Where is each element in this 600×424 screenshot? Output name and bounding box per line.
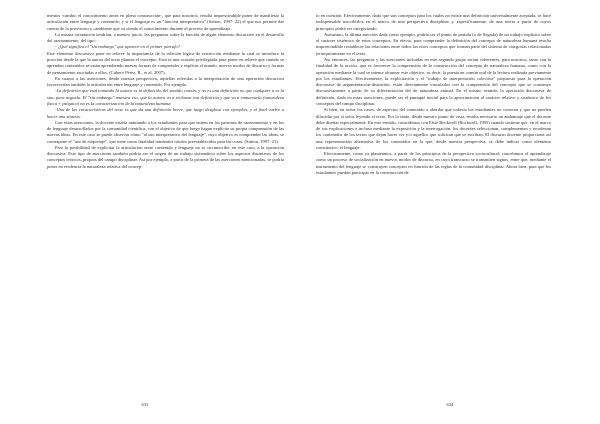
paragraph: Si bien, en todos los casos, de aspectos del contenido a abordar que todavía los estudiantes no conocen y que no pueden dilucidar por sí solos leyendo el texto. Por lo tanto, desde nuestro punto de vista, resulta necesario un andamiaje que el docente debe diseñar especialmente. En este sentido, coincidimos con Elsie Rockwell (Rockwell, 1995) cuando sostiene que, en el marco de sus explicaciones e incluso mediante la exposición y la interrogación, los docentes seleccionan, complementan y reordenan los contenidos de los textos que dejan hacer ver y/o aquellos que solicitan que se escriban. El discurso docente proporciona así una representación alternativa de los contenidos en la que, desde nuestra perspectiva, se debe indicar como elemento constitutivo, el lenguaje.	[316, 107, 551, 150]
paragraph: En cuanto a las aserciones, desde nuestra perspectiva, aquellas referidas a la interpretación de una operación discursiva favorecerían también la articulación entre lenguaje y contenido. Por ejemplo:	[47, 75, 284, 88]
quoted-assertion: -Una de las características del texto es que da una definición breve, que luego desglosa con ejemplos, y al final vuelve a hacer una síntesis.	[47, 107, 284, 119]
paragraph: Así entonces, las preguntas y las aserciones incluidas en este segundo grupo serían coherentes, para nosotros, tanto con la finalidad de la acción, que es favorecer la comprensión de la construcción del concepto de naturaleza humana, como con la operación mediante la cual se intenta alcanzar este objetivo, es decir, la puesta en común oral de la lectura realizada previamente por los estudiantes. Efectivamente, la explicitación y el "trabajo de interpretación colectiva" propuesto para la operación discursiva de argumentación-distinción, están directamente vinculados con la comprensión del concepto que se construye discursivamente a partir de su diferenciación del de naturaleza animal. En el mismo sentido, la operación discursiva de definición, dada en estas aserciones, puede ser el puntapié inicial para la aproximación al carácter relativo y sistémico de los conceptos del campo disciplinar.	[316, 56, 551, 106]
page-number: 633	[141, 402, 149, 407]
paragraph: to en cuestión. Efectivamente, dado que son conceptos para los cuales no existe una definición universalmente aceptada, se hace indispensable inscribirlos en el marco de una perspectiva disciplinar y, específicamente, de una teoría a partir de cuyos principios podrá ser categorizado.	[316, 13, 551, 31]
paragraph: Asimismo, la última aserción dada como ejemplo, podría ser el punto de partida (o de llegada) de un trabajo explícito sobre el carácter sistémico de estos conceptos. En efecto, para comprender la definición del concepto de naturaleza humana resulta imprescindible restablecer las relaciones entre todos los otros conceptos que forman parte del sistema de categorías relacionadas jerárquicamente en el texto.	[316, 31, 551, 56]
paragraph: La misma orientación tendrían, a nuestro juicio, las preguntas sobre la función de algún elemento discursivo en el desarrollo del razonamiento, del tipo:	[47, 31, 284, 44]
quoted-question: - ¿Qué significa el "sin embargo" que aparece en el primer párrafo?	[55, 44, 181, 50]
left-page-text	[47, 13, 284, 405]
paragraph: Para la posibilidad de explicitar la articulación entre contenido y lenguaje no se circunscribe, en este caso, a la operación discursiva. Este tipo de aserciones también podría ser el origen de un trabajo sistemático sobre los aspectos distintivos de los conceptos teóricos, propios del campo disciplinar. Así por ejemplo, a partir de la primera de las aserciones mencionadas, se podría poner en evidencia la naturaleza relativa del concep-	[47, 144, 284, 169]
right-page	[300, 0, 600, 424]
quoted-assertion: -La definición que está tomando la autora es la definición del sentido común, y no es una definición no que cualquier a es la sino para negarla. El "sin embargo" muestra eso, que la autora va a rechazar esa definición y que va a enmarcarla (naturaleza física + psíquica) no es la caracterización de la naturaleza humana.	[47, 88, 284, 106]
paragraph: Este elemento discursivo pone en relieve la importancia de la relación lógica de restricción mediante la cual se introduce la posición desde la que la autora del texto plantea el concepto. Esta es una ocasión privilegiada para poner en relieve que cuando se aprenden contenidos se están aprendiendo nuevas formas de comprender y explicar el mundo, nuevos modos de discurso y formas de pensamiento asociadas a ellos. (Cubero Pérez, R., et al, 2007).	[47, 50, 284, 75]
paragraph: Efectivamente, como ya planteamos, a partir de los principios de la perspectiva sociocultural, concebimos el aprendizaje como un proceso de socialización en nuevos modos de discurso, en cuyo transcurso se transmiten signos, entre que, mediante el instrumento del lenguaje se construyen conceptos en función de las reglas de la comunidad disciplinar. Ahora bien, para que los estudiantes puedan participar en la construcción de	[316, 151, 551, 176]
page-number: 634	[446, 402, 454, 407]
paragraph: Con estas aserciones, la docente estaría animando a los estudiantes para que entren en los patrones de razonamiento y en los de lenguaje desarrollados por la comunidad científica, con el objetivo de que luego hagan explícita su propia comprensión de las nuevas ideas. En este caso se puede observar cómo "al uso interpretativo del lenguaje", cuyo objetivo es comprender las ideas, se contrapone el "uso de etiquetaje", que tiene como finalidad transmitir rótulos preestablecidos para las cosas. (Sutton, 1997: 21).	[47, 119, 284, 144]
right-page-text	[316, 13, 551, 405]
paragraph: mentos -cambio el conocimiento antes en plena construcción-, que para nosotros, resulta imprescindible poner de manifiesto la articulación entre lenguaje y contenido; y si el lenguaje es un "función interpretativa" (Sutton, 1997: 22) el que nos permite dar cuenta de lo provisorio y cambiante que va siendo el conocimiento durante el proceso de aprendizaje.	[47, 13, 284, 31]
